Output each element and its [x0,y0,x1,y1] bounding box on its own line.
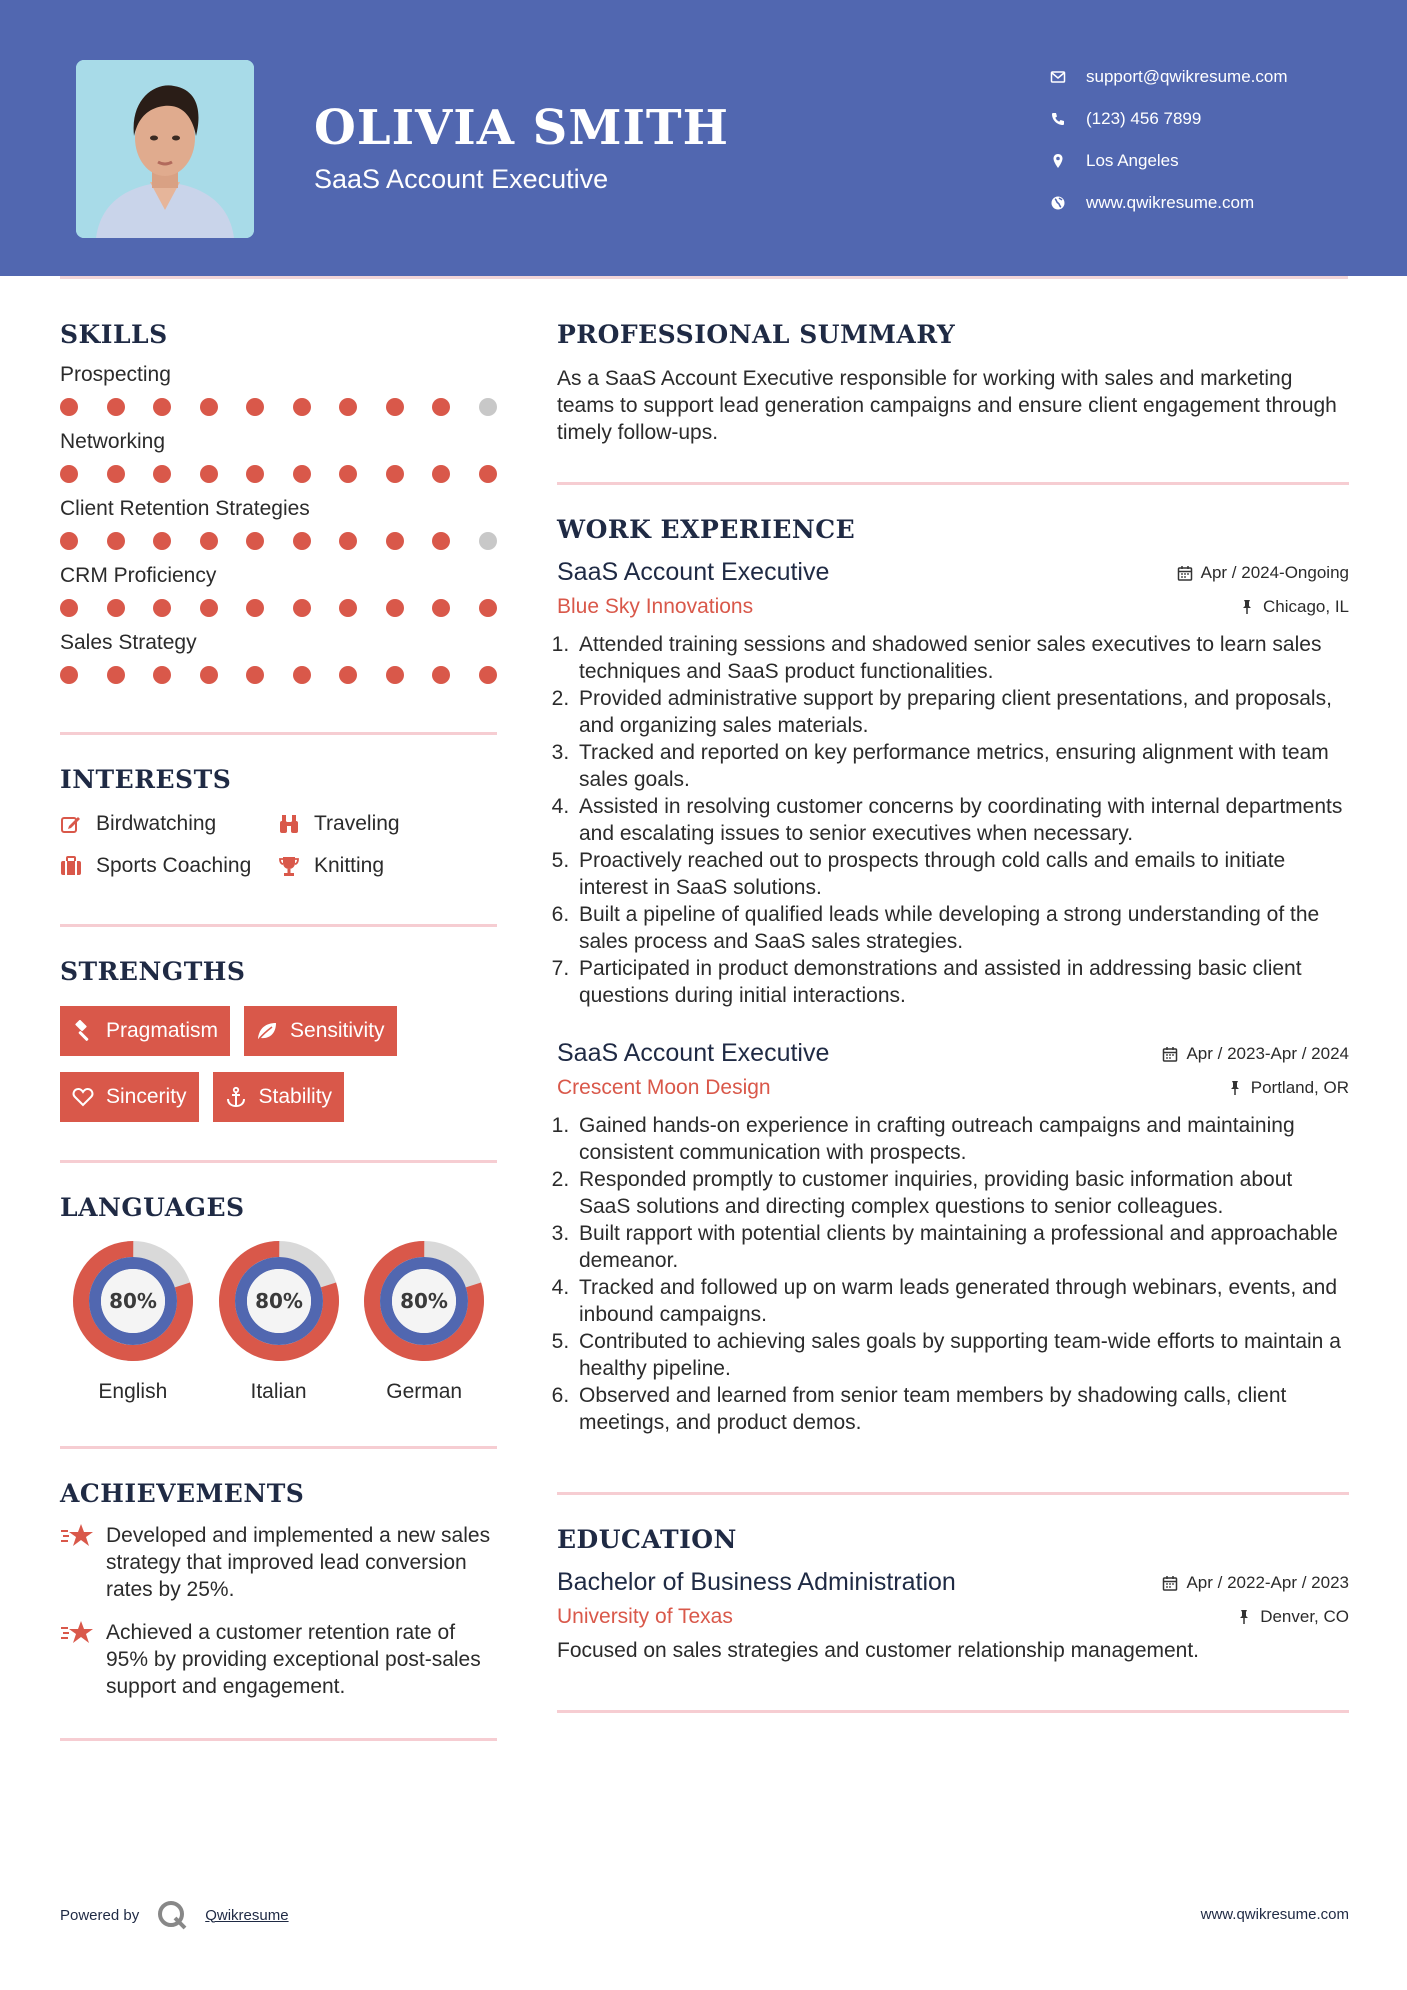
briefcase-icon [60,855,82,877]
interest-label: Knitting [314,854,385,877]
rating-dot-filled [479,666,497,684]
heart-icon [72,1086,94,1108]
rating-dot-filled [293,398,311,416]
rating-dot-filled [107,398,125,416]
trophy-icon [278,855,300,877]
job-location [1239,597,1349,617]
brand-link[interactable]: Qwikresume [205,1906,289,1924]
achievement-item [60,1619,497,1700]
rating-dot-filled [293,532,311,550]
contact-phone[interactable] [1050,98,1288,140]
interest-item [278,812,478,836]
footer-url[interactable]: www.qwikresume.com [1200,1906,1349,1923]
language-ring [218,1240,340,1362]
rating-dot-filled [200,465,218,483]
degree-title: Bachelor of Business Administration [557,1568,956,1596]
contact-email-text: support@qwikresume.com [1086,67,1288,86]
candidate-role: SaaS Account Executive [314,164,609,194]
language-percent: 80% [108,1289,157,1313]
education-entry [557,1568,1349,1664]
calendar-icon [1177,565,1193,581]
rating-dot-filled [60,532,78,550]
skill-item [60,631,497,686]
experience-title: WORK EXPERIENCE [557,515,856,544]
anchor-icon [225,1086,247,1108]
rating-dot-filled [246,666,264,684]
education-section [557,1525,1349,1664]
rating-dot-filled [200,599,218,617]
rating-dot-filled [200,398,218,416]
job-bullet: 2. Provided administrative support by preparing client presentations, and proposals, and organizing sales materials. [575,685,1349,739]
job-bullet: 3. Built rapport with potential clients by maintaining a professional and approachable demeanor. [575,1220,1349,1274]
pencil-square-icon [60,813,82,835]
language-name: German [386,1380,463,1403]
achievement-text: Achieved a customer retention rate of 95% by providing exceptional post-sales support and engagement. [106,1621,481,1698]
left-column [60,320,497,1741]
gavel-icon [72,1020,94,1042]
section-divider [60,1446,497,1449]
rating-dot-filled [479,465,497,483]
job-bullet: 2. Responded promptly to customer inquiries, providing basic information about SaaS solutions and directing complex questions to senior colleagues. [575,1166,1349,1220]
experience-section [557,515,1349,1436]
job-location [1227,1078,1349,1098]
rating-dot-filled [339,398,357,416]
strength-tag [60,1006,230,1056]
rating-dot-filled [153,532,171,550]
job-entry [557,1039,1349,1436]
section-divider [60,732,497,735]
rating-dot-filled [107,465,125,483]
rating-dot-filled [246,465,264,483]
rating-dot-empty [479,532,497,550]
job-bullet: 7. Participated in product demonstrations and assisted in addressing basic client questions during initial interactions. [575,955,1349,1009]
interests-title: INTERESTS [60,765,232,794]
job-entry [557,558,1349,1009]
languages-title: LANGUAGES [60,1193,245,1222]
calendar-icon [1162,1575,1178,1591]
interest-item [278,854,478,878]
interests-section [60,765,497,878]
skill-rating [60,532,497,552]
summary-text: As a SaaS Account Executive responsible for working with sales and marketing teams to support lead generation campaigns and ensure client engagement through timely follow-ups. [557,367,1337,444]
rating-dot-filled [386,666,404,684]
skill-name: Sales Strategy [60,631,197,654]
job-bullet: 6. Built a pipeline of qualified leads while developing a strong understanding of the sales process and SaaS sales strategies. [575,901,1349,955]
skill-rating [60,599,497,619]
star-award-icon [60,1522,94,1550]
rating-dot-filled [432,532,450,550]
languages-section [60,1193,497,1404]
section-divider [557,482,1349,485]
section-divider [60,924,497,927]
interest-label: Birdwatching [96,812,217,835]
globe-icon [1050,195,1066,211]
education-title: EDUCATION [557,1525,737,1554]
summary-section [557,320,1349,446]
school-name: University of Texas [557,1605,733,1628]
rating-dot-filled [60,666,78,684]
strength-tag [244,1006,397,1056]
rating-dot-filled [339,666,357,684]
qwikresume-logo-icon [155,1898,189,1932]
language-name: English [98,1380,168,1403]
rating-dot-filled [200,666,218,684]
language-ring [363,1240,485,1362]
rating-dot-filled [60,398,78,416]
job-bullet: 4. Tracked and followed up on warm leads generated through webinars, events, and inbound campaigns. [575,1274,1349,1328]
language-item [206,1240,352,1404]
rating-dot-filled [432,666,450,684]
rating-dot-filled [107,599,125,617]
mail-icon [1050,69,1066,85]
job-bullets [557,631,1349,1009]
rating-dot-filled [339,465,357,483]
right-column [557,320,1349,1713]
skills-section [60,320,497,686]
achievement-item [60,1522,497,1603]
job-location-text: Chicago, IL [1263,597,1349,616]
rating-dot-filled [293,465,311,483]
contact-website[interactable] [1050,182,1288,224]
achievements-title: ACHIEVEMENTS [60,1479,305,1508]
interest-label: Traveling [314,812,400,835]
rating-dot-filled [293,666,311,684]
contact-email[interactable] [1050,56,1288,98]
interest-item [60,812,278,836]
strengths-section [60,957,497,1122]
section-divider [557,1492,1349,1495]
achievements-section [60,1479,497,1700]
job-bullet: 3. Tracked and reported on key performance metrics, ensuring alignment with team sales goals. [575,739,1349,793]
skill-rating [60,398,497,418]
star-award-icon [60,1619,94,1647]
rating-dot-filled [60,465,78,483]
job-date-text: Apr / 2024-Ongoing [1200,562,1349,582]
leaf-icon [256,1020,278,1042]
job-bullet: 6. Observed and learned from senior team members by shadowing calls, client meetings, and product demos. [575,1382,1349,1436]
rating-dot-filled [107,532,125,550]
job-bullet: 1. Gained hands-on experience in crafting outreach campaigns and maintaining consistent communication with prospects. [575,1112,1349,1166]
section-divider [60,1160,497,1163]
contact-location [1050,140,1288,182]
rating-dot-filled [386,398,404,416]
rating-dot-filled [153,599,171,617]
education-description: Focused on sales strategies and customer relationship management. [557,1639,1200,1662]
profile-photo-image [76,60,254,238]
rating-dot-filled [246,599,264,617]
rating-dot-filled [479,599,497,617]
contact-list [1050,56,1288,224]
rating-dot-filled [386,532,404,550]
profile-photo [76,60,254,238]
education-date-text: Apr / 2022-Apr / 2023 [1186,1572,1349,1592]
skill-rating [60,465,497,485]
language-percent: 80% [400,1289,449,1313]
contact-phone-text: (123) 456 7899 [1086,109,1202,128]
education-location-text: Denver, CO [1260,1607,1349,1626]
rating-dot-filled [386,465,404,483]
skill-item [60,497,497,552]
job-date-text: Apr / 2023-Apr / 2024 [1186,1043,1349,1063]
pushpin-icon [1239,599,1255,615]
skill-item [60,430,497,485]
rating-dot-filled [153,398,171,416]
strength-tag [213,1072,345,1122]
education-date [1162,1573,1349,1593]
rating-dot-filled [339,532,357,550]
skill-name: Prospecting [60,363,171,386]
skill-rating [60,666,497,686]
job-bullet: 5. Proactively reached out to prospects through cold calls and emails to initiate interest in SaaS solutions. [575,847,1349,901]
interest-label: Sports Coaching [96,854,252,877]
job-date [1177,563,1349,583]
interest-item [60,854,278,878]
rating-dot-filled [153,465,171,483]
job-company: Blue Sky Innovations [557,595,754,618]
rating-dot-filled [153,666,171,684]
job-bullet: 5. Contributed to achieving sales goals by supporting team-wide efforts to maintain a healthy pipeline. [575,1328,1349,1382]
language-percent: 80% [254,1289,303,1313]
phone-icon [1050,111,1066,127]
map-pin-icon [1050,153,1066,169]
job-date [1162,1044,1349,1064]
skill-item [60,363,497,418]
rating-dot-filled [293,599,311,617]
language-item [351,1240,497,1404]
header-banner [0,0,1407,276]
contact-website-text: www.qwikresume.com [1086,193,1255,212]
rating-dot-filled [60,599,78,617]
achievement-text: Developed and implemented a new sales strategy that improved lead conversion rates by 25%. [106,1524,491,1601]
job-company: Crescent Moon Design [557,1076,771,1099]
footer-powered-by [60,1898,289,1932]
rating-dot-filled [200,532,218,550]
pushpin-icon [1227,1080,1243,1096]
rating-dot-filled [432,465,450,483]
strength-tag [60,1072,199,1122]
calendar-icon [1162,1046,1178,1062]
job-bullet: 1. Attended training sessions and shadowed senior sales executives to learn sales techniques and SaaS product functionalities. [575,631,1349,685]
skill-item [60,564,497,619]
rating-dot-filled [432,398,450,416]
summary-title: PROFESSIONAL SUMMARY [557,320,956,349]
strength-label: Pragmatism [106,1019,219,1042]
section-divider [60,1738,497,1741]
powered-by-label: Powered by [60,1906,140,1924]
rating-dot-empty [479,398,497,416]
rating-dot-filled [107,666,125,684]
rating-dot-filled [432,599,450,617]
strength-label: Sincerity [106,1085,187,1108]
strength-label: Sensitivity [290,1019,385,1042]
strengths-title: STRENGTHS [60,957,246,986]
job-bullet: 4. Assisted in resolving customer concerns by coordinating with internal departments and escalating issues to senior executives when necessary. [575,793,1349,847]
language-item [60,1240,206,1404]
skill-name: CRM Proficiency [60,564,217,587]
contact-location-text: Los Angeles [1086,151,1179,170]
binoculars-icon [278,813,300,835]
language-name: Italian [250,1380,307,1403]
skill-name: Networking [60,430,166,453]
pushpin-icon [1236,1609,1252,1625]
candidate-name: OLIVIA SMITH [314,100,729,156]
rating-dot-filled [339,599,357,617]
header-divider [60,276,1348,279]
section-divider [557,1710,1349,1713]
job-location-text: Portland, OR [1250,1078,1349,1097]
rating-dot-filled [386,599,404,617]
rating-dot-filled [246,398,264,416]
rating-dot-filled [246,532,264,550]
strength-label: Stability [258,1085,333,1108]
job-title: SaaS Account Executive [557,558,830,586]
language-ring [72,1240,194,1362]
job-bullets [557,1112,1349,1436]
skills-title: SKILLS [60,320,168,349]
job-title: SaaS Account Executive [557,1039,830,1067]
education-location [1236,1607,1349,1627]
skill-name: Client Retention Strategies [60,497,310,520]
